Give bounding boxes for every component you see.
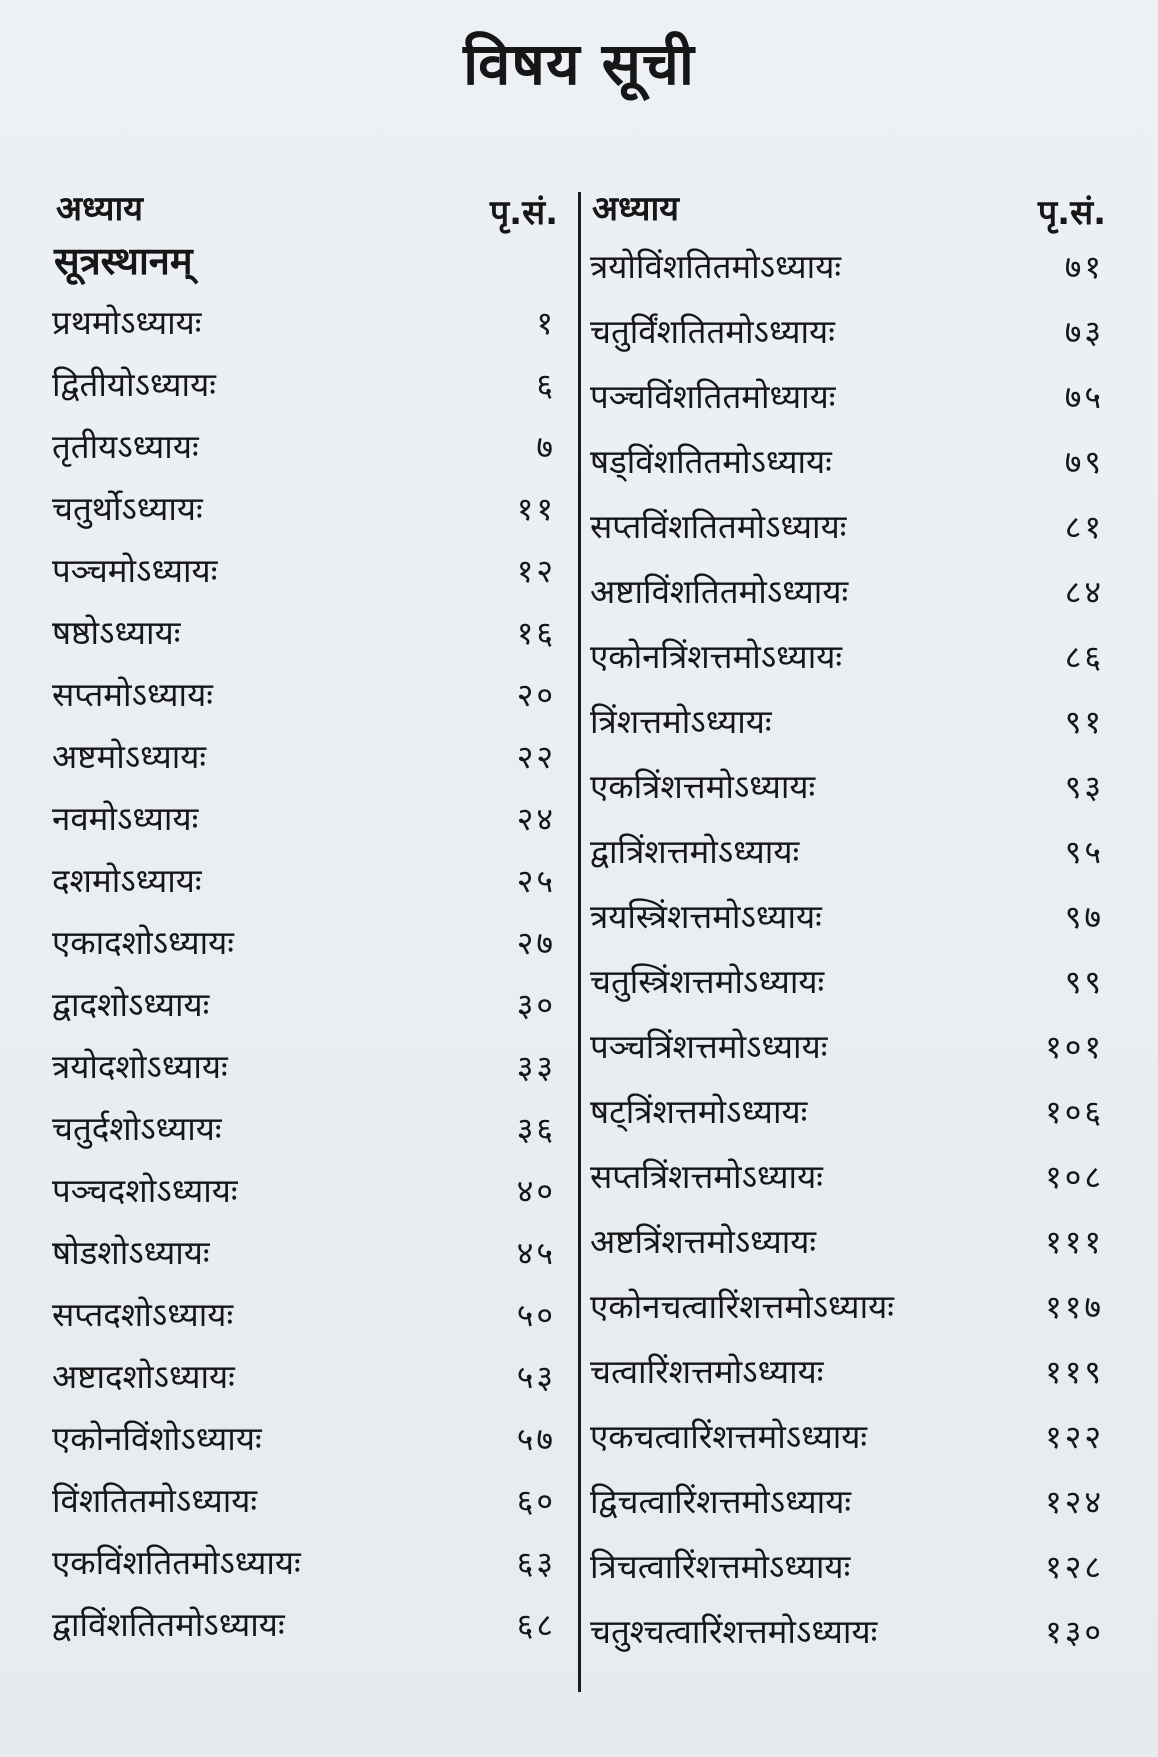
page-number: २७ xyxy=(516,924,556,962)
page-number: १२४ xyxy=(1045,1483,1104,1521)
page-number: ११९ xyxy=(1045,1353,1104,1391)
toc-entry xyxy=(590,559,1110,624)
page-number: १०८ xyxy=(1045,1158,1104,1196)
toc-entry xyxy=(590,299,1110,364)
chapter-name: एकोनविंशोऽध्यायः xyxy=(52,1419,262,1458)
chapter-name: चतुश्चत्वारिंशत्तमोऽध्यायः xyxy=(590,1612,878,1651)
chapter-name: सप्तविंशतितमोऽध्यायः xyxy=(590,507,847,546)
toc-entry xyxy=(46,788,566,850)
page-number-header-label: पृ.सं. xyxy=(489,193,558,233)
page-number: १२२ xyxy=(1045,1418,1104,1456)
chapter-name: चतुर्विंशतितमोऽध्यायः xyxy=(590,312,835,351)
page-number: ११ xyxy=(516,490,556,528)
chapter-name: चतुर्थोऽध्यायः xyxy=(52,489,203,528)
page-number: ३० xyxy=(516,986,556,1024)
chapter-name: अष्टाविंशतितमोऽध्यायः xyxy=(590,572,849,611)
toc-entry xyxy=(590,1534,1110,1599)
chapter-name: चतुर्दशोऽध्यायः xyxy=(52,1109,222,1148)
chapter-name: सप्तदशोऽध्यायः xyxy=(52,1295,234,1334)
page-number: ६० xyxy=(516,1482,556,1520)
toc-entry xyxy=(590,364,1110,429)
chapter-name: द्वात्रिंशत्तमोऽध्यायः xyxy=(590,832,800,871)
chapter-name: एकचत्वारिंशत्तमोऽध्यायः xyxy=(590,1417,868,1456)
page-number: ९५ xyxy=(1064,833,1104,871)
toc-entry xyxy=(46,1284,566,1346)
toc-entry xyxy=(46,602,566,664)
toc-entry xyxy=(590,234,1110,299)
chapter-name: एकोनत्रिंशत्तमोऽध्यायः xyxy=(590,637,843,676)
page-number: ९१ xyxy=(1064,703,1104,741)
page-number: ७ xyxy=(536,428,556,466)
chapter-name: सप्तमोऽध्यायः xyxy=(52,675,213,714)
page-number: १ xyxy=(536,304,556,342)
toc-entry xyxy=(590,1469,1110,1534)
page-number: ६८ xyxy=(516,1606,556,1644)
chapter-name: पञ्चदशोऽध्यायः xyxy=(52,1171,238,1210)
chapter-name: षोडशोऽध्यायः xyxy=(52,1233,210,1272)
chapter-name: सप्तत्रिंशत्तमोऽध्यायः xyxy=(590,1157,823,1196)
toc-entry xyxy=(46,1408,566,1470)
toc-entry xyxy=(46,478,566,540)
page-number: २५ xyxy=(516,862,556,900)
chapter-name: पञ्चविंशतितमोध्यायः xyxy=(590,377,836,416)
toc-entry xyxy=(46,912,566,974)
page-number: ३६ xyxy=(516,1110,556,1148)
toc-entry xyxy=(46,664,566,726)
page-number: ५३ xyxy=(516,1358,556,1396)
chapter-name: एकोनचत्वारिंशत्तमोऽध्यायः xyxy=(590,1287,894,1326)
page-number: १११ xyxy=(1045,1223,1104,1261)
left-column-header xyxy=(46,180,566,233)
chapter-name: नवमोऽध्यायः xyxy=(52,799,199,838)
chapter-name: त्रिंशत्तमोऽध्यायः xyxy=(590,702,772,741)
chapter-name: द्वितीयोऽध्यायः xyxy=(52,365,216,404)
toc-entry xyxy=(590,819,1110,884)
page-number: ५० xyxy=(516,1296,556,1334)
page-number: ३३ xyxy=(516,1048,556,1086)
chapter-name: अष्टत्रिंशत्तमोऽध्यायः xyxy=(590,1222,817,1261)
left-column xyxy=(46,180,566,1656)
toc-entry xyxy=(46,1098,566,1160)
page-number: १३० xyxy=(1045,1613,1104,1651)
page-number: १२८ xyxy=(1045,1548,1104,1586)
page-number: ६ xyxy=(536,366,556,404)
chapter-name: एकत्रिंशत्तमोऽध्यायः xyxy=(590,767,816,806)
toc-entry xyxy=(46,1036,566,1098)
page-title: विषय सूची xyxy=(463,30,695,98)
page-number: २२ xyxy=(516,738,556,776)
chapter-header-label: अध्याय xyxy=(56,189,144,229)
chapter-name: प्रथमोऽध्यायः xyxy=(52,303,202,342)
chapter-name: षड्विंशतितमोऽध्यायः xyxy=(590,442,832,481)
toc-entry xyxy=(46,354,566,416)
toc-entry xyxy=(590,1599,1110,1664)
page-number: ९९ xyxy=(1064,963,1104,1001)
chapter-name: चतुस्त्रिंशत्तमोऽध्यायः xyxy=(590,962,825,1001)
toc-entry xyxy=(46,726,566,788)
toc-entry xyxy=(46,850,566,912)
page-number: ४० xyxy=(516,1172,556,1210)
toc-entry xyxy=(590,1339,1110,1404)
page-number: १०१ xyxy=(1045,1028,1104,1066)
toc-entry xyxy=(46,540,566,602)
page-number: ८६ xyxy=(1064,638,1104,676)
chapter-header-label: अध्याय xyxy=(592,189,680,229)
chapter-name: त्रयस्त्रिंशत्तमोऽध्यायः xyxy=(590,897,822,936)
toc-entry xyxy=(46,292,566,354)
toc-entry xyxy=(590,949,1110,1014)
page-number: ७९ xyxy=(1064,443,1104,481)
chapter-name: एकादशोऽध्यायः xyxy=(52,923,234,962)
left-chapter-list xyxy=(46,292,566,1656)
chapter-name: एकविंशतितमोऽध्यायः xyxy=(52,1543,301,1582)
right-column xyxy=(590,180,1110,1664)
chapter-name: षष्ठोऽध्यायः xyxy=(52,613,181,652)
page-number: १६ xyxy=(516,614,556,652)
toc-entry xyxy=(46,1594,566,1656)
page-number: ५७ xyxy=(516,1420,556,1458)
toc-entry xyxy=(46,1346,566,1408)
toc-entry xyxy=(590,624,1110,689)
page-number-header-label: पृ.सं. xyxy=(1037,193,1106,233)
chapter-name: दशमोऽध्यायः xyxy=(52,861,202,900)
toc-entry xyxy=(46,1222,566,1284)
toc-entry xyxy=(590,494,1110,559)
toc-entry xyxy=(590,1144,1110,1209)
toc-entry xyxy=(46,1532,566,1594)
page-number: १२ xyxy=(516,552,556,590)
page-number: ९७ xyxy=(1064,898,1104,936)
chapter-name: पञ्चत्रिंशत्तमोऽध्यायः xyxy=(590,1027,828,1066)
toc-entry xyxy=(590,1014,1110,1079)
chapter-name: त्रयोदशोऽध्यायः xyxy=(52,1047,228,1086)
toc-entry xyxy=(46,1160,566,1222)
page-number: ७५ xyxy=(1064,378,1104,416)
toc-entry xyxy=(46,416,566,478)
toc-entry xyxy=(590,1404,1110,1469)
right-column-header xyxy=(590,180,1110,233)
toc-entry xyxy=(590,1209,1110,1274)
toc-entry xyxy=(590,1274,1110,1339)
column-divider xyxy=(578,192,581,1692)
toc-entry xyxy=(590,429,1110,494)
chapter-name: द्वादशोऽध्यायः xyxy=(52,985,210,1024)
section-title: सूत्रस्थानम् xyxy=(54,239,193,283)
toc-entry xyxy=(590,754,1110,819)
page-number: ४५ xyxy=(516,1234,556,1272)
page-number: ८१ xyxy=(1064,508,1104,546)
toc-entry xyxy=(590,689,1110,754)
toc-entry xyxy=(46,1470,566,1532)
chapter-name: अष्टमोऽध्यायः xyxy=(52,737,207,776)
right-chapter-list xyxy=(590,234,1110,1664)
page-number: ११७ xyxy=(1045,1288,1104,1326)
page-number: ७३ xyxy=(1064,313,1104,351)
chapter-name: द्वाविंशतितमोऽध्यायः xyxy=(52,1605,285,1644)
page-number: ८४ xyxy=(1064,573,1104,611)
chapter-name: अष्टादशोऽध्यायः xyxy=(52,1357,235,1396)
page-number: ६३ xyxy=(516,1544,556,1582)
chapter-name: षट्त्रिंशत्तमोऽध्यायः xyxy=(590,1092,808,1131)
chapter-name: त्रिचत्वारिंशत्तमोऽध्यायः xyxy=(590,1547,851,1586)
chapter-name: चत्वारिंशत्तमोऽध्यायः xyxy=(590,1352,824,1391)
page-number: १०६ xyxy=(1045,1093,1104,1131)
chapter-name: तृतीयऽध्यायः xyxy=(52,427,199,466)
page-number: ९३ xyxy=(1064,768,1104,806)
chapter-name: द्विचत्वारिंशत्तमोऽध्यायः xyxy=(590,1482,851,1521)
toc-entry xyxy=(590,884,1110,949)
chapter-name: पञ्चमोऽध्यायः xyxy=(52,551,218,590)
toc-entry xyxy=(46,974,566,1036)
page-number: २० xyxy=(516,676,556,714)
chapter-name: विंशतितमोऽध्यायः xyxy=(52,1481,258,1520)
page-number: २४ xyxy=(516,800,556,838)
chapter-name: त्रयोविंशतितमोऽध्यायः xyxy=(590,247,841,286)
toc-entry xyxy=(590,1079,1110,1144)
page-number: ७१ xyxy=(1064,248,1104,286)
